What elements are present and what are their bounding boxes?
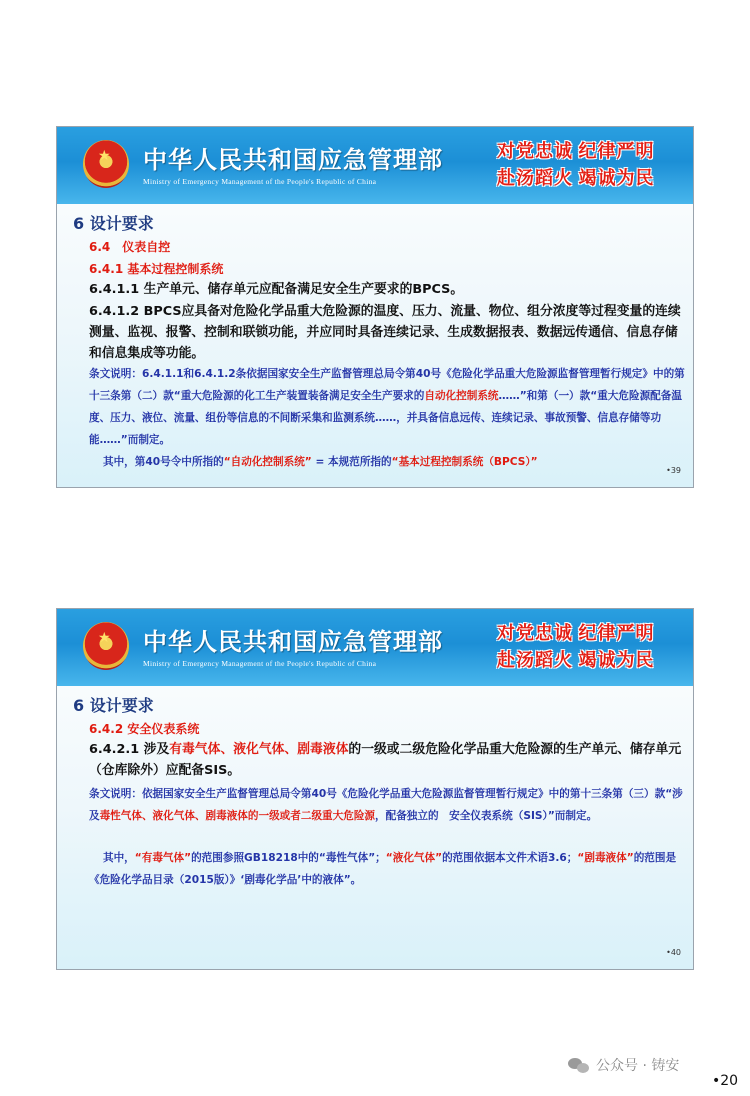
explanation-note-2 [89, 847, 689, 891]
clause-text: 的一级或二级危险化学品重大危险源的生产单元、储存单元（仓库除外）应配备SIS。 [89, 742, 682, 778]
ministry-name-cn: 中华人民共和国应急管理部 [143, 146, 443, 174]
section-title: 6 设计要求 [73, 214, 154, 233]
ministry-banner [57, 609, 693, 686]
note-text: ，配备独立的 安全仪表系统（SIS）”而制定。 [375, 810, 598, 822]
subsection-title: 6.4 仪表自控 [89, 240, 171, 254]
section-title: 6 设计要求 [73, 696, 154, 715]
note-text: 条文说明：6.4.1.1和6.4.1.2条依据国家安全生产监督管理总局令第40号《危险化学品重大危险源监督管理暂行规定》中的第十三条第（二）款“重大危险源的化工生产装置装备满足安全生产要求的 [89, 368, 685, 402]
note-highlight: “液化气体” [385, 852, 443, 864]
motto-line-2: 赴汤蹈火 竭诚为民 [497, 168, 655, 188]
slide-page-number: •40 [666, 948, 681, 957]
clause-6-4-1-2: 6.4.1.2 BPCS应具备对危险化学品重大危险源的温度、压力、流量、物位、组分浓度等过程变量的连续测量、监视、报警、控制和联锁功能，并应同时具备连续记录、生成数据报表、数据远传通信、信息存储和信息集成等功能。 [89, 304, 681, 361]
note-text: 条文说明：依据国家安全生产监督管理总局令第40号《危险化学品重大危险源监督管理暂行规定》中的第十三条第（三）款“涉及 [89, 788, 683, 822]
slide-39 [56, 126, 694, 488]
explanation-note [89, 363, 689, 451]
slide-40 [56, 608, 694, 970]
national-emblem-icon [83, 622, 129, 670]
clause-highlight: 有毒气体、液化气体、剧毒液体 [169, 742, 349, 757]
ministry-banner [57, 127, 693, 204]
motto-line-1: 对党忠诚 纪律严明 [497, 141, 655, 161]
subsection-title: 6.4.2 安全仪表系统 [89, 722, 200, 736]
note-highlight: “自动化控制系统” [223, 456, 312, 468]
ministry-name-en: Ministry of Emergency Management of the People's Republic of China [143, 659, 377, 668]
note-text: 其中， [103, 852, 135, 864]
motto-line-1: 对党忠诚 纪律严明 [497, 623, 655, 643]
wechat-icon [568, 1058, 590, 1074]
note-text: 的范围是《危险化学品目录（2015版）》‘剧毒化学品’中的液体”。 [89, 852, 677, 886]
clause-6-4-2-1 [89, 739, 689, 781]
note-text: 的范围依据本文件术语3.6； [442, 852, 578, 864]
note-highlight: 毒性气体、液化气体、剧毒液体的一级或者二级重大危险源 [99, 810, 376, 822]
clause-text: 6.4.2.1 涉及 [89, 742, 170, 757]
national-emblem-icon [83, 140, 129, 188]
slide-page-number: •39 [666, 466, 681, 475]
note-highlight: “基本过程控制系统（BPCS）” [391, 456, 538, 468]
subsection-title: 6.4.1 基本过程控制系统 [89, 262, 224, 276]
note-text: ……”和第（一）款“重大危险源配备温度、压力、液位、流量、组份等信息的不间断采集和监测系统……，并具备信息远传、连续记录、事故预警、信息存储等功能……”而制定。 [89, 390, 682, 446]
note-highlight: “有毒气体” [134, 852, 192, 864]
note-text: 其中，第40号令中所指的 [103, 456, 224, 468]
explanation-note [89, 783, 689, 827]
note-highlight: “剧毒液体” [577, 852, 634, 864]
explanation-note-2 [103, 451, 693, 473]
motto-line-2: 赴汤蹈火 竭诚为民 [497, 650, 655, 670]
note-text: = 本规范所指的 [311, 456, 392, 468]
wechat-account-label [568, 1055, 679, 1075]
note-text: 的范围参照GB18218中的“毒性气体”； [191, 852, 386, 864]
ministry-name-cn: 中华人民共和国应急管理部 [143, 628, 443, 656]
clause-6-4-1-1: 6.4.1.1 生产单元、储存单元应配备满足安全生产要求的BPCS。 [89, 282, 464, 297]
ministry-name-en: Ministry of Emergency Management of the People's Republic of China [143, 177, 377, 186]
note-highlight: 自动化控制系统 [424, 390, 499, 402]
document-page-number: •20 [712, 1073, 739, 1089]
wechat-account-text: 公众号 · 铸安 [596, 1058, 680, 1074]
